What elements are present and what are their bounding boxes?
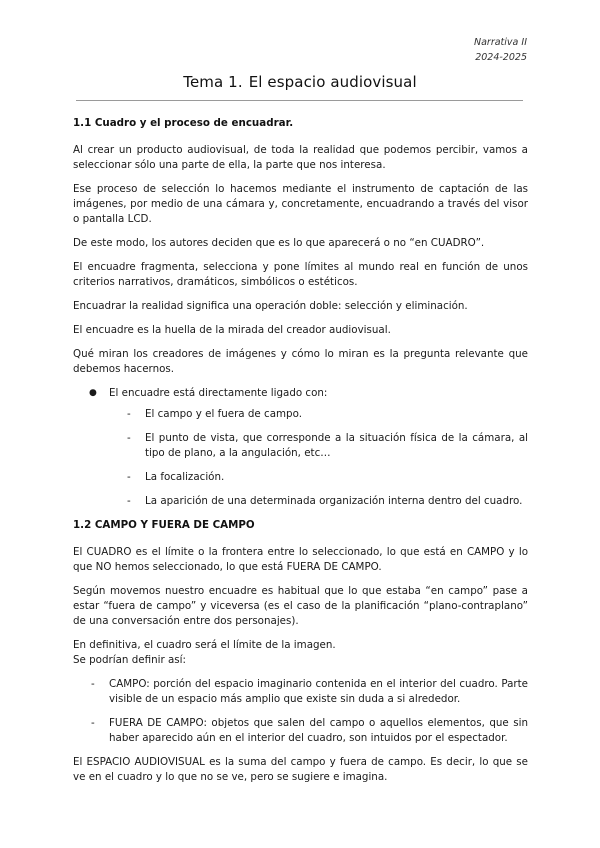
paragraph: El encuadre fragmenta, selecciona y pone límites al mundo real en función de unos criterios narrativos, dramáticos, simbólicos o estéticos.	[73, 261, 528, 288]
section-heading-2: 1.2 CAMPO Y FUERA DE CAMPO	[73, 519, 255, 531]
definition-list	[91, 677, 528, 746]
dash-icon: -	[127, 471, 131, 483]
dash-icon: -	[91, 678, 95, 690]
title-text: El espacio audiovisual	[248, 73, 417, 91]
paragraph: En definitiva, el cuadro será el límite de la imagen.	[73, 639, 336, 651]
document-body	[73, 116, 528, 794]
dash-icon: -	[127, 432, 131, 444]
page-title	[0, 72, 600, 92]
header-course: Narrativa II	[474, 37, 527, 48]
definition-item	[91, 677, 528, 707]
dash-icon: -	[91, 717, 95, 729]
sub-item	[127, 470, 528, 485]
paragraph: Se podrían definir así:	[73, 654, 186, 666]
definition-text: FUERA DE CAMPO: objetos que salen del campo o aquellos elementos, que sin haber aparecido aún en el interior del cuadro, son intuidos por el espectador.	[109, 717, 528, 744]
bullet-item	[87, 386, 528, 401]
sub-item-text: El punto de vista, que corresponde a la situación física de la cámara, al tipo de plano, a la angulación, etc…	[145, 432, 528, 459]
paragraph: Qué miran los creadores de imágenes y cómo lo miran es la pregunta relevante que debemos hacernos.	[73, 348, 528, 375]
running-header	[474, 35, 527, 65]
paragraph: Al crear un producto audiovisual, de toda la realidad que podemos percibir, vamos a seleccionar sólo una parte de ella, la parte que nos interesa.	[73, 144, 528, 171]
paragraph: Según movemos nuestro encuadre es habitual que lo que estaba “en campo” pase a estar “fuera de campo” y viceversa (es el caso de la planificación “plano-contraplano” de una conversación entre dos personajes).	[73, 585, 528, 627]
section-heading-1: 1.1 Cuadro y el proceso de encuadrar.	[73, 117, 294, 129]
paragraph: Encuadrar la realidad significa una operación doble: selección y eliminación.	[73, 300, 468, 312]
definition-text: CAMPO: porción del espacio imaginario contenida en el interior del cuadro. Parte visible de un espacio más amplio que existe sin duda a si alrededor.	[109, 678, 528, 705]
dash-icon: -	[127, 495, 131, 507]
paragraph: Ese proceso de selección lo hacemos mediante el instrumento de captación de las imágenes, por medio de una cámara y, concretamente, encuadrando a través del visor o pantalla LCD.	[73, 183, 528, 225]
bullet-list	[73, 386, 528, 401]
definition-item	[91, 716, 528, 746]
title-number: Tema 1.	[183, 73, 243, 91]
sub-list	[127, 407, 528, 509]
header-year: 2024-2025	[475, 52, 527, 63]
sub-item	[127, 431, 528, 461]
sub-item-text: El campo y el fuera de campo.	[145, 408, 302, 420]
bullet-dot-icon: ●	[89, 388, 97, 398]
sub-item	[127, 407, 528, 422]
paragraph: De este modo, los autores deciden que es lo que aparecerá o no “en CUADRO”.	[73, 237, 485, 249]
bullet-text: El encuadre está directamente ligado con:	[109, 387, 328, 399]
sub-item-text: La aparición de una determinada organización interna dentro del cuadro.	[145, 495, 523, 507]
paragraph: El encuadre es la huella de la mirada del creador audiovisual.	[73, 324, 391, 336]
sub-item	[127, 494, 528, 509]
title-divider	[76, 100, 523, 101]
dash-icon: -	[127, 408, 131, 420]
paragraph: El ESPACIO AUDIOVISUAL es la suma del campo y fuera de campo. Es decir, lo que se ve en el cuadro y lo que no se ve, pero se sugiere e imagina.	[73, 756, 528, 783]
sub-item-text: La focalización.	[145, 471, 225, 483]
paragraph: El CUADRO es el límite o la frontera entre lo seleccionado, lo que está en CAMPO y lo que NO hemos seleccionado, lo que está FUERA DE CAMPO.	[73, 546, 528, 573]
